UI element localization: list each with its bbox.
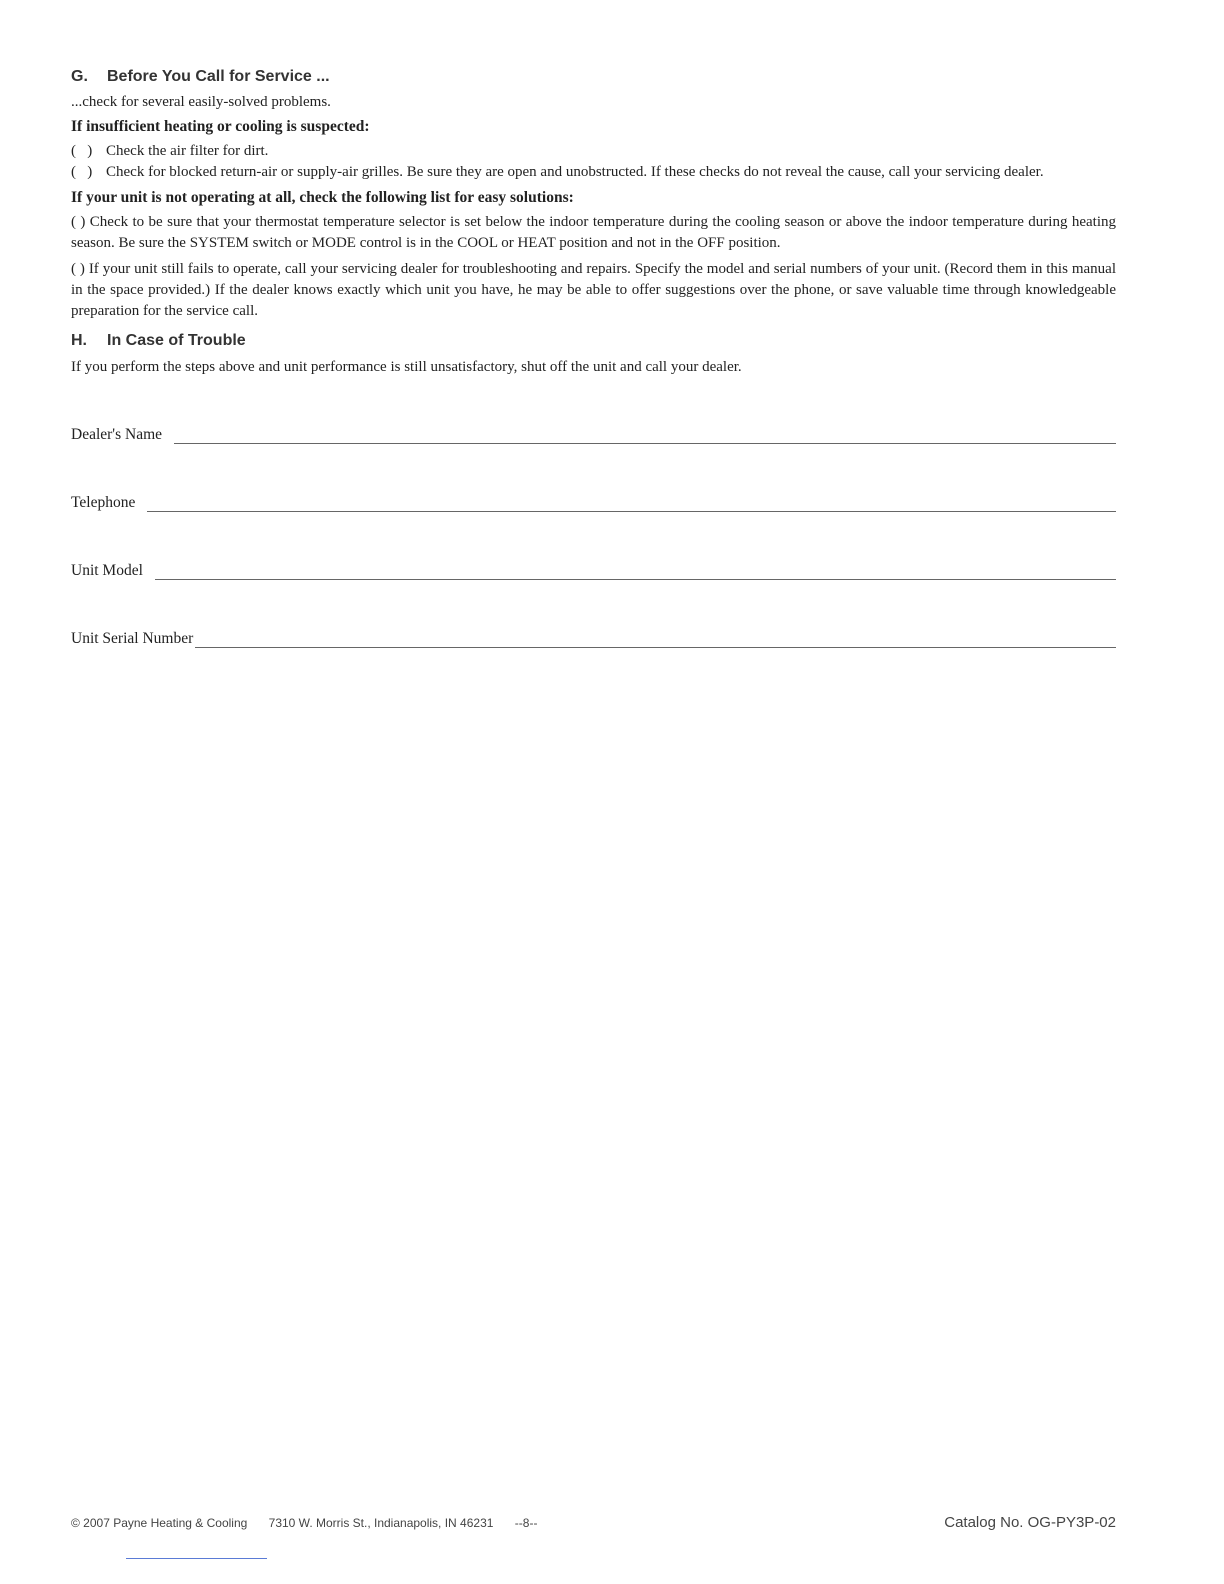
telephone-blank[interactable] xyxy=(147,497,1116,512)
check-item-air-filter xyxy=(71,141,1116,162)
unit-serial-label: Unit Serial Number xyxy=(71,630,194,647)
footer-copyright: © 2007 Payne Heating & Cooling xyxy=(71,1516,248,1530)
footer-catalog-number: Catalog No. OG-PY3P-02 xyxy=(944,1514,1116,1531)
document-page xyxy=(71,62,1116,648)
footer-left xyxy=(71,1516,555,1530)
section-h-text: If you perform the steps above and unit performance is still unsatisfactory, shut off the unit and call your dealer. xyxy=(71,359,742,375)
telephone-label: Telephone xyxy=(71,494,136,511)
page-footer xyxy=(71,1514,1116,1531)
section-g-intro: ...check for several easily-solved problems. xyxy=(71,94,331,110)
footer-page-number: --8-- xyxy=(514,1516,538,1530)
unit-model-field xyxy=(71,558,1116,580)
dealer-name-label: Dealer's Name xyxy=(71,426,163,443)
checkbox-marker: ( ) xyxy=(71,164,93,180)
unit-model-label: Unit Model xyxy=(71,562,143,579)
telephone-field xyxy=(71,490,1116,512)
record-fields xyxy=(71,422,1116,648)
section-g-letter: G. xyxy=(71,68,88,85)
check-item-thermostat: ( ) Check to be sure that your thermostat temperature selector is set below the indoor temperature during the cooling season or above the indoor temperature during heating season. Be sure the SYSTEM switch or MODE control is in the COOL or HEAT position and not in the OFF position. xyxy=(71,214,1116,251)
checkbox-marker: ( ) xyxy=(71,143,93,159)
footer-divider-line xyxy=(126,1558,267,1559)
section-h-letter: H. xyxy=(71,332,87,349)
section-g-title: Before You Call for Service ... xyxy=(107,68,330,85)
insufficient-heating-subheading: If insufficient heating or cooling is suspected: xyxy=(71,118,370,135)
check-item-call-dealer: ( ) If your unit still fails to operate, call your servicing dealer for troubleshooting and repairs. Specify the model and serial numbers of your unit. (Record them in this manual in the space provided.) If the dealer knows exactly which unit you have, he may be able to offer suggestions over the phone, or save valuable time through knowledgeable preparation for the service call. xyxy=(71,261,1116,319)
section-g-heading xyxy=(71,68,1116,86)
unit-model-blank[interactable] xyxy=(155,565,1116,580)
unit-serial-field xyxy=(71,626,1116,648)
not-operating-subheading: If your unit is not operating at all, check the following list for easy solutions: xyxy=(71,189,574,206)
section-h-title: In Case of Trouble xyxy=(107,332,246,349)
section-h-heading xyxy=(71,332,1116,350)
dealer-name-field xyxy=(71,422,1116,444)
check-item-grilles xyxy=(71,162,1116,183)
dealer-name-blank[interactable] xyxy=(174,429,1116,444)
check-item-text: Check for blocked return-air or supply-air grilles. Be sure they are open and unobstructed. If these checks do not reveal the cause, call your servicing dealer. xyxy=(106,164,1044,180)
footer-address: 7310 W. Morris St., Indianapolis, IN 46231 xyxy=(268,1516,494,1530)
check-item-text: Check the air filter for dirt. xyxy=(106,143,269,159)
unit-serial-blank[interactable] xyxy=(195,633,1116,648)
checklist-1 xyxy=(71,141,1116,183)
